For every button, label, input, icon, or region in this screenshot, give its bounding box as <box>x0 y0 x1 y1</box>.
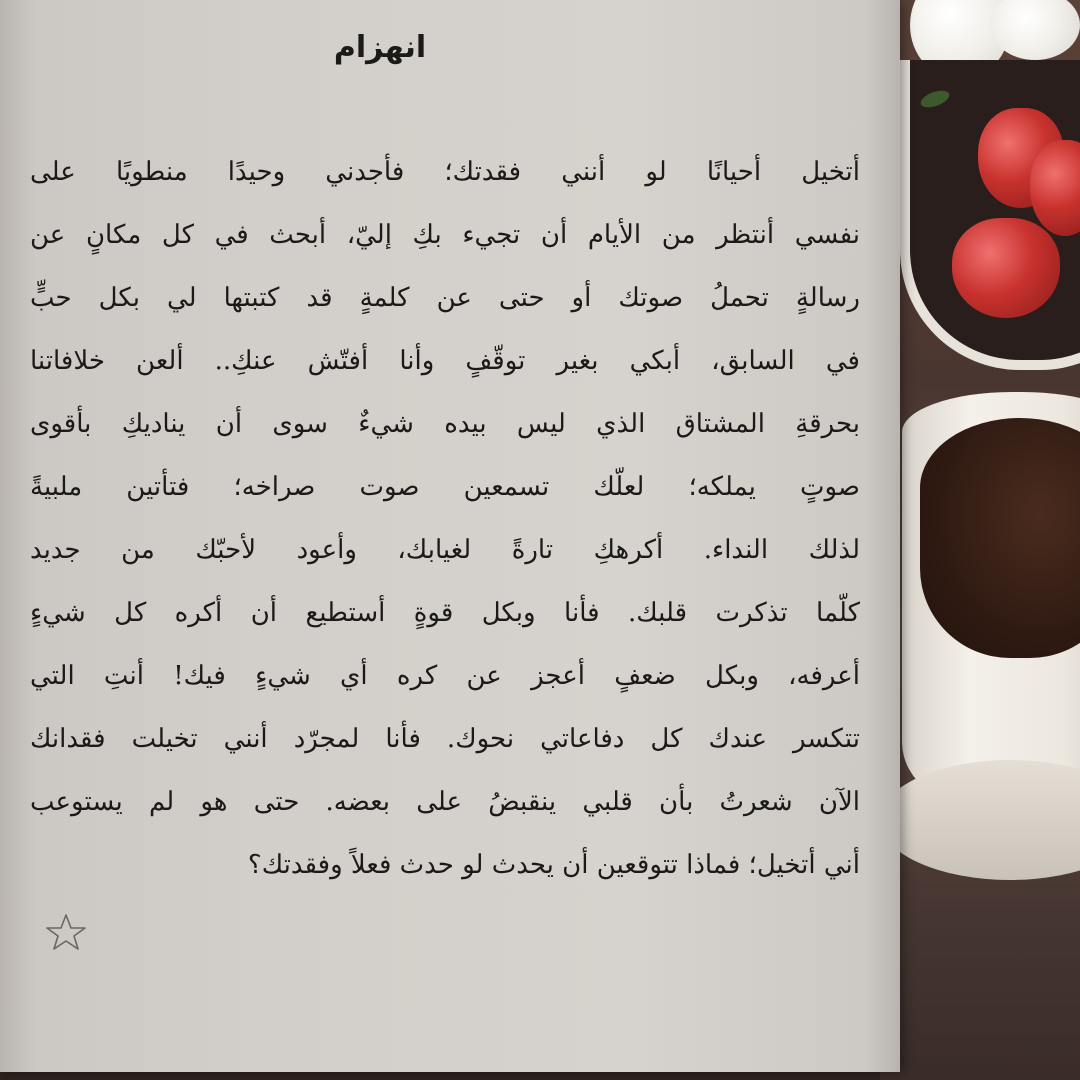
text-line: أعرفه، وبكل ضعفٍ أعجز عن كره أي شيءٍ فيك! أنتِ التي <box>30 661 860 691</box>
text-line: تتكسر عندك كل دفاعاتي نحوك. فأنا لمجرّد أنني تخيلت فقدانك <box>30 724 860 754</box>
text-line: صوتٍ يملكه؛ لعلّك تسمعين صوت صراخه؛ فتأتين ملبيةً <box>30 472 860 502</box>
background-photo <box>880 0 1080 1080</box>
strawberry <box>952 218 1060 318</box>
page-title: انهزام <box>333 30 427 65</box>
text-line: بحرقةِ المشتاق الذي ليس بيده شيءٌ سوى أن يناديكِ بأقوى <box>30 409 860 439</box>
text-line: أني أتخيل؛ فماذا تتوقعين أن يحدث لو حدث فعلاً وفقدتك؟ <box>247 850 860 880</box>
star-icon <box>44 912 88 952</box>
text-line: رسالةٍ تحملُ صوتك أو حتى عن كلمةٍ قد كتبتها لي بكل حبٍّ <box>30 283 860 313</box>
text-line: الآن شعرتُ بأن قلبي ينقبضُ على بعضه. حتى هو لم يستوعب <box>30 787 860 817</box>
page-body <box>30 152 860 908</box>
text-line: نفسي أنتظر من الأيام أن تجيء بكِ إليّ، أبحث في كل مكانٍ عن <box>30 220 860 250</box>
coffee <box>920 418 1080 658</box>
text-line: كلّما تذكرت قلبك. فأنا وبكل قوةٍ أستطيع أن أكره كل شيءٍ <box>30 598 860 628</box>
text-line: في السابق، أبكي بغير توقّفٍ وأنا أفتّش عنكِ.. ألعن خلافاتنا <box>30 346 860 376</box>
saucer <box>880 760 1080 880</box>
text-line: لذلك النداء. أكرهكِ تارةً لغيابك، وأعود لأحبّك من جديد <box>30 535 860 565</box>
text-line: أتخيل أحيانًا لو أنني فقدتك؛ فأجدني وحيدًا منطويًا على <box>30 157 860 187</box>
coffee-cup <box>902 392 1080 812</box>
